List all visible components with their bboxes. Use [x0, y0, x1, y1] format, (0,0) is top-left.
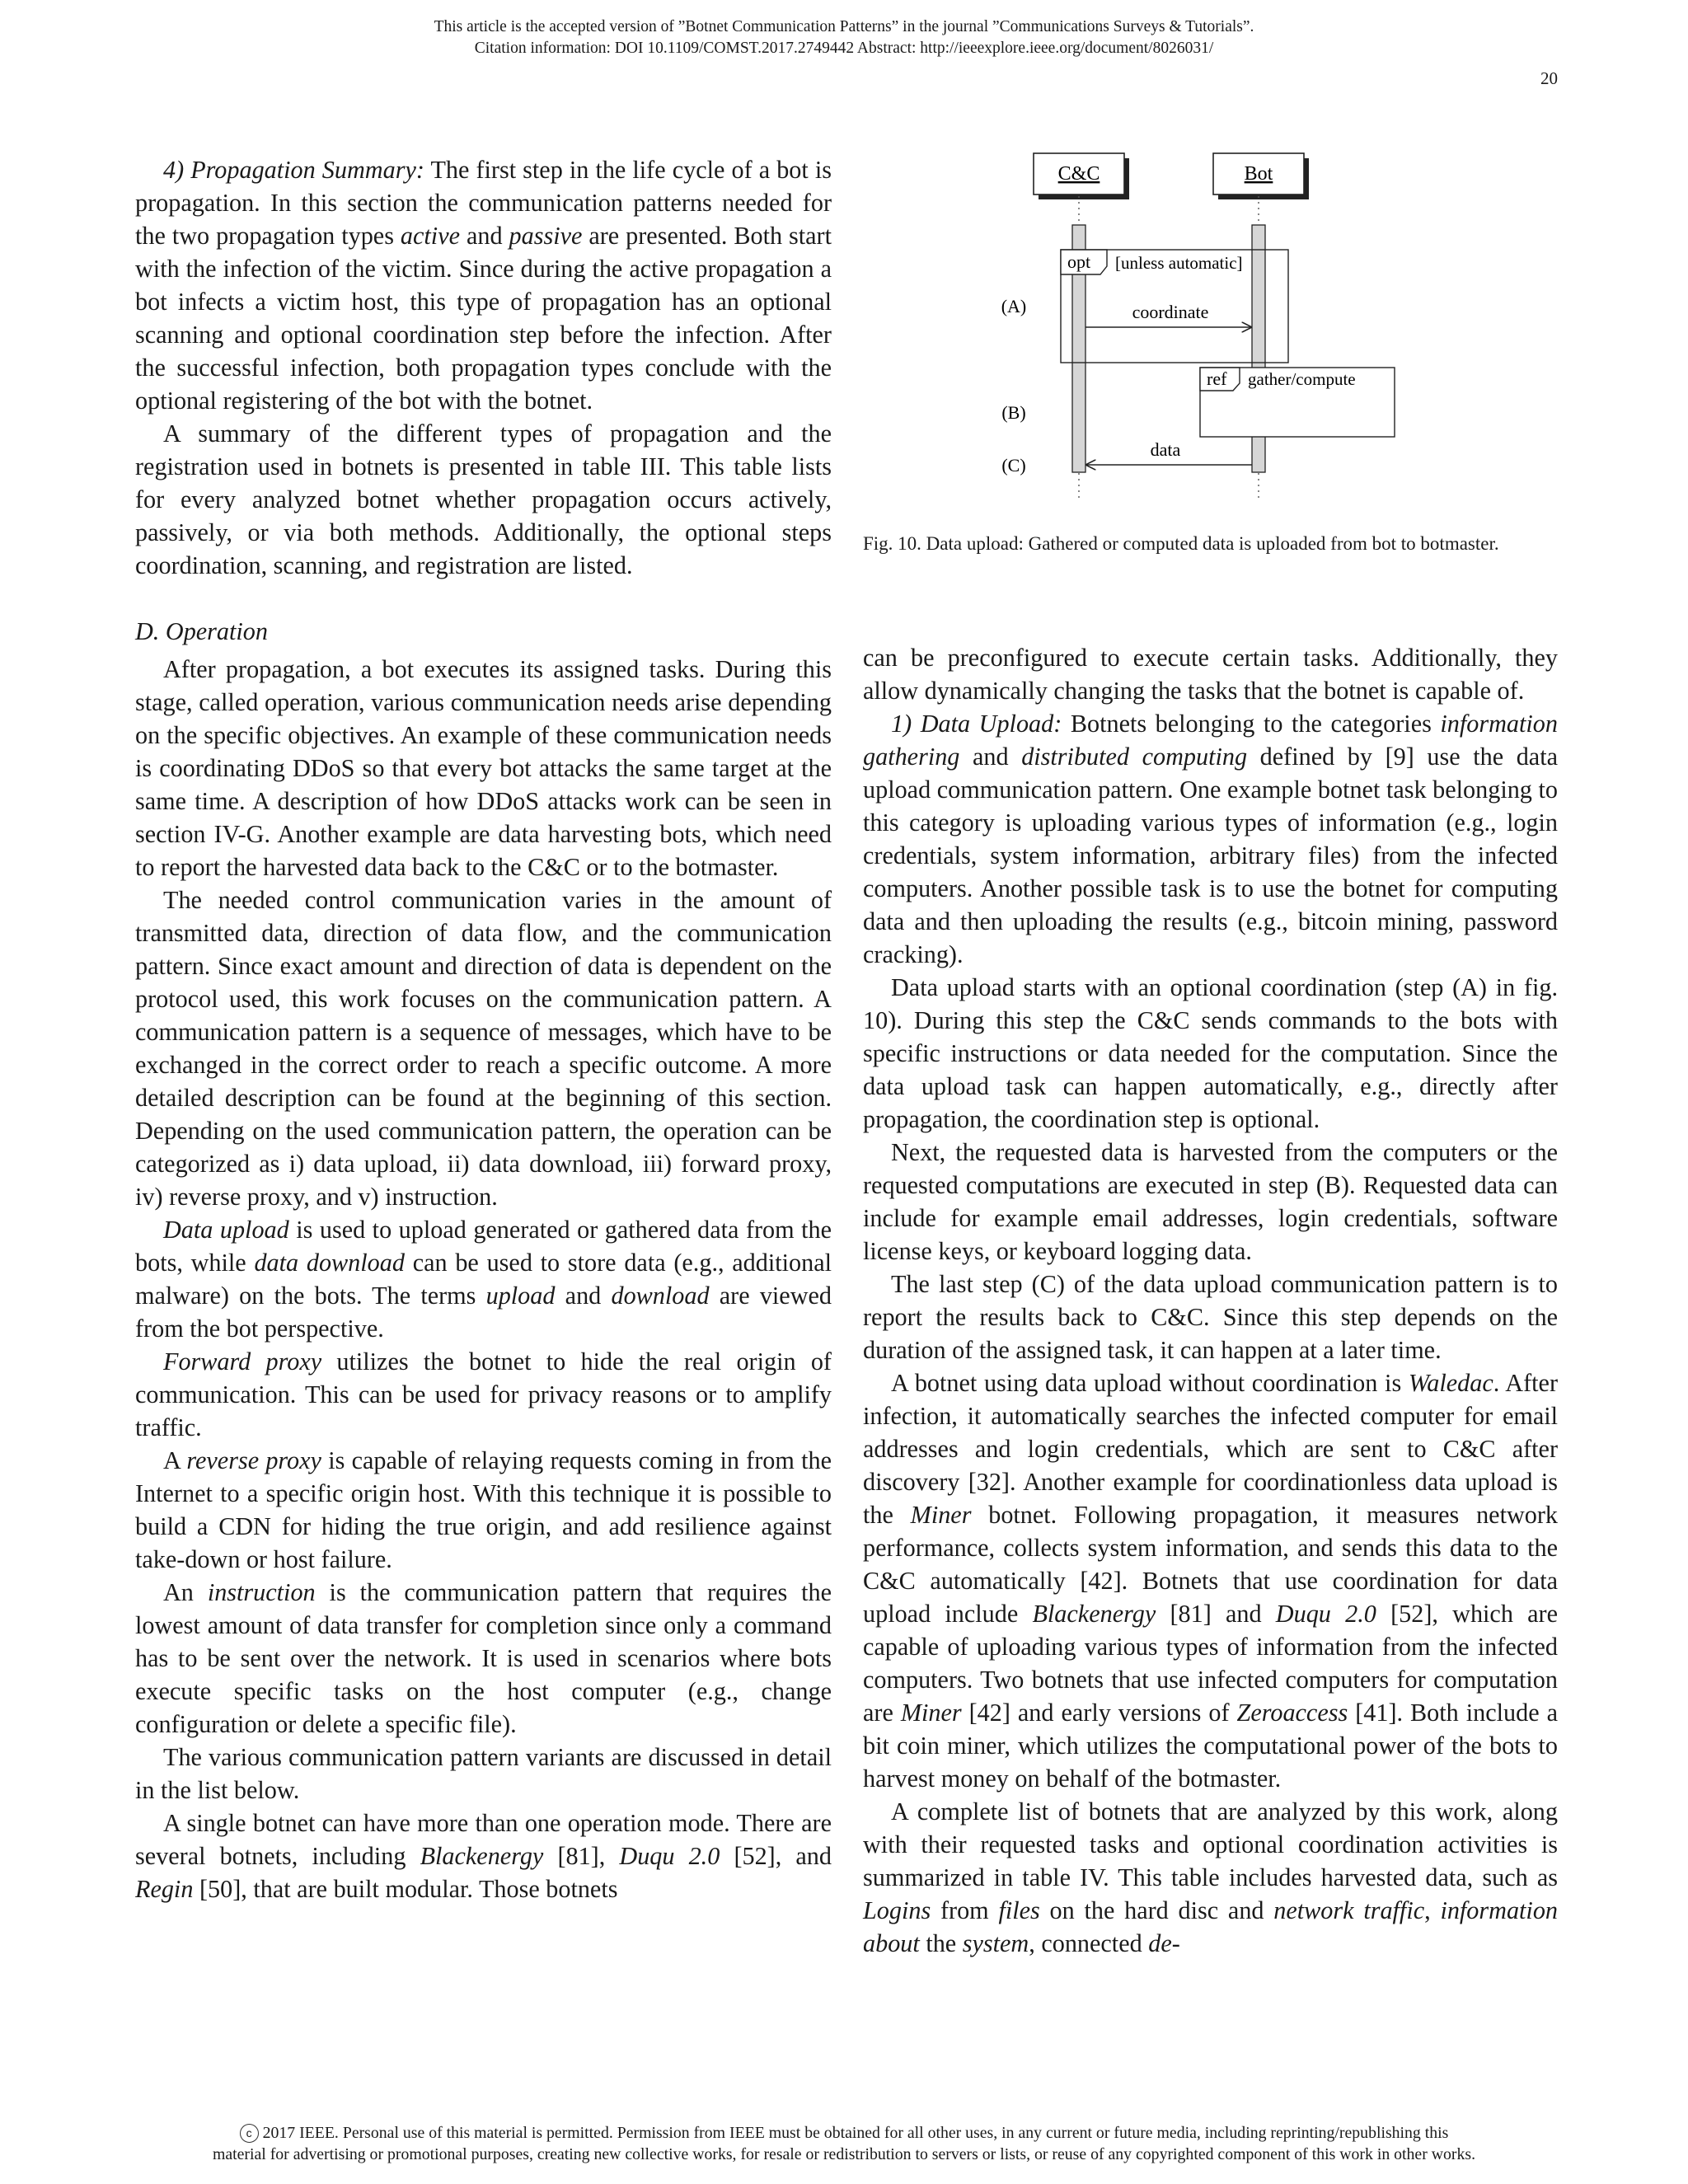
- operation-paragraph-3: Data upload is used to upload generated or gathered data from the bots, while data download can be used to store data (e.g., additional malware) on the bots. The terms upload and download are viewed from the bot perspective.: [135, 1216, 832, 1343]
- step-b-label: (B): [1001, 402, 1026, 423]
- bot-actor-label: Bot: [1244, 163, 1273, 185]
- step-a-label: (A): [1001, 296, 1027, 316]
- page-number: 20: [1540, 68, 1558, 88]
- section-heading-operation: D. Operation: [135, 617, 268, 645]
- data-upload-paragraph-6: A complete list of botnets that are analyzed by this work, along with their requested tasks and optional coordination activities is summarized in table IV. This table includes harvested data, such as Logins from files on the hard disc and network traffic, information about the system, connected de-: [863, 1797, 1559, 1957]
- coordinate-message-label: coordinate: [1132, 302, 1209, 322]
- operation-paragraph-6: An instruction is the communication pattern that requires the lowest amount of data transfer for completion since only a command has to be sent over the network. It is used in scenarios where bots execute specific tasks on the host computer (e.g., change configuration or delete a specific file).: [135, 1578, 832, 1738]
- data-upload-paragraph-5: A botnet using data upload without coordination is Waledac. After infection, it automatically searches the infected computer for email addresses and login credentials, which are sent to C&C after discovery [32]. Another example for coordinationless data upload is the Miner botnet. Following propagation, it measures network performance, collects system information, and sends this data to the C&C automatically [42]. Botnets that use coordination for data upload include Blackenergy [81] and Duqu 2.0 [52], which are capable of uploading various types of information from the infected computers. Two botnets that use infected computers for computation are Miner [42] and early versions of Zeroaccess [41]. Both include a bit coin miner, which utilizes the computational power of the bots to harvest money on behalf of the botmaster.: [863, 1369, 1558, 1793]
- header-line-1: This article is the accepted version of ”Botnet Communication Patterns” in the journal ”Communications Surveys & Tutorials”.: [434, 18, 1254, 35]
- running-header: [0, 16, 1688, 59]
- opt-guard: [unless automatic]: [1115, 253, 1243, 273]
- right-column: [863, 641, 1558, 1960]
- ref-text: gather/compute: [1248, 369, 1356, 389]
- step-c-label: (C): [1001, 455, 1026, 476]
- data-upload-heading: 1) Data Upload:: [891, 710, 1062, 738]
- data-upload-paragraph-2: Data upload starts with an optional coordination (step (A) in fig. 10). During this step the C&C sends commands to the bots with specific instructions or data needed for the computation. Since the data upload task can happen automatically, e.g., directly after propagation, the coordination step is optional.: [863, 973, 1558, 1133]
- copyright-icon: c: [240, 2124, 259, 2143]
- sequence-diagram: [989, 148, 1418, 511]
- left-column: [135, 153, 832, 1905]
- footer-line-1: c 2017 IEEE. Personal use of this material is permitted. Permission from IEEE must be obtained for all other uses, in any current or future media, including reprinting/republishing this: [0, 2122, 1688, 2144]
- figure-caption: Fig. 10. Data upload: Gathered or computed data is uploaded from bot to botmaster.: [863, 533, 1499, 554]
- operation-paragraph-4: Forward proxy utilizes the botnet to hide the real origin of communication. This can be used for privacy reasons or to amplify traffic.: [135, 1347, 832, 1441]
- operation-paragraph-5: A reverse proxy is capable of relaying requests coming in from the Internet to a specific origin host. With this technique it is possible to build a CDN for hiding the true origin, and add resilience against take-down or host failure.: [135, 1446, 832, 1573]
- copyright-footer: [0, 2122, 1688, 2165]
- data-upload-paragraph-1: 1) Data Upload: Botnets belonging to the categories information gathering and distributed computing defined by [9] use the data upload communication pattern. One example botnet task belonging to this category is uploading various types of information (e.g., login credentials, system information, arbitrary files) from the infected computers. Another possible task is to use the botnet for computing data and then uploading the results (e.g., bitcoin mining, password cracking).: [863, 710, 1558, 968]
- data-upload-paragraph-3: Next, the requested data is harvested from the computers or the requested computations are executed in step (B). Requested data can include for example email addresses, login credentials, software license keys, or keyboard logging data.: [863, 1138, 1558, 1265]
- data-message-label: data: [1150, 439, 1181, 460]
- operation-paragraph-1: After propagation, a bot executes its assigned tasks. During this stage, called operation, various communication needs arise depending on the specific objectives. An example of these communication needs is coordinating DDoS so that every bot attacks the same target at the same time. A description of how DDoS attacks work can be seen in section IV-G. Another example are data harvesting bots, which need to report the harvested data back to the C&C or to the botmaster.: [135, 655, 832, 881]
- operation-paragraph-2: The needed control communication varies in the amount of transmitted data, direction of data flow, and the communication pattern. Since exact amount and direction of data is dependent on the protocol used, this work focuses on the communication pattern. A communication pattern is a sequence of messages, which have to be exchanged in the correct order to reach a specific outcome. A more detailed description can be found at the beginning of this section. Depending on the used communication pattern, the operation can be categorized as i) data upload, ii) data download, iii) forward proxy, iv) reverse proxy, and v) instruction.: [135, 886, 832, 1211]
- header-line-2: Citation information: DOI 10.1109/COMST.2017.2749442 Abstract: http://ieeexplore.ieee.org/document/8026031/: [474, 40, 1214, 57]
- operation-paragraph-7: The various communication pattern variants are discussed in detail in the list below.: [135, 1743, 832, 1804]
- continuation-paragraph: can be preconfigured to execute certain tasks. Additionally, they allow dynamically changing the tasks that the botnet is capable of.: [863, 644, 1558, 705]
- opt-label: opt: [1067, 251, 1091, 272]
- cc-actor-label: C&C: [1057, 163, 1100, 185]
- propagation-summary-paragraph: 4) Propagation Summary: The first step in the life cycle of a bot is propagation. In this section the communication patterns needed for the two propagation types active and passive are presented. Both start with the infection of the victim. Since during the active propagation a bot infects a victim host, this type of propagation has an optional scanning and optional coordination step before the infection. After the successful infection, both propagation types conclude with the optional registering of the bot with the botnet.: [135, 156, 832, 415]
- propagation-table-paragraph: A summary of the different types of propagation and the registration used in botnets is presented in table III. This table lists for every analyzed botnet whether propagation occurs actively, passively, or via both methods. Additionally, the optional steps coordination, scanning, and registration are listed.: [135, 419, 832, 579]
- ref-label: ref: [1207, 368, 1227, 389]
- operation-paragraph-8: A single botnet can have more than one operation mode. There are several botnets, including Blackenergy [81], Duqu 2.0 [52], and Regin [50], that are built modular. Those botnets: [135, 1809, 832, 1903]
- data-upload-paragraph-4: The last step (C) of the data upload communication pattern is to report the results back to C&C. Since this step depends on the duration of the assigned task, it can happen at a later time.: [863, 1270, 1558, 1364]
- footer-line-2: material for advertising or promotional purposes, creating new collective works, for resale or redistribution to servers or lists, or reuse of any copyrighted component of this work in other works.: [212, 2145, 1476, 2163]
- propagation-summary-heading: 4) Propagation Summary:: [163, 156, 424, 184]
